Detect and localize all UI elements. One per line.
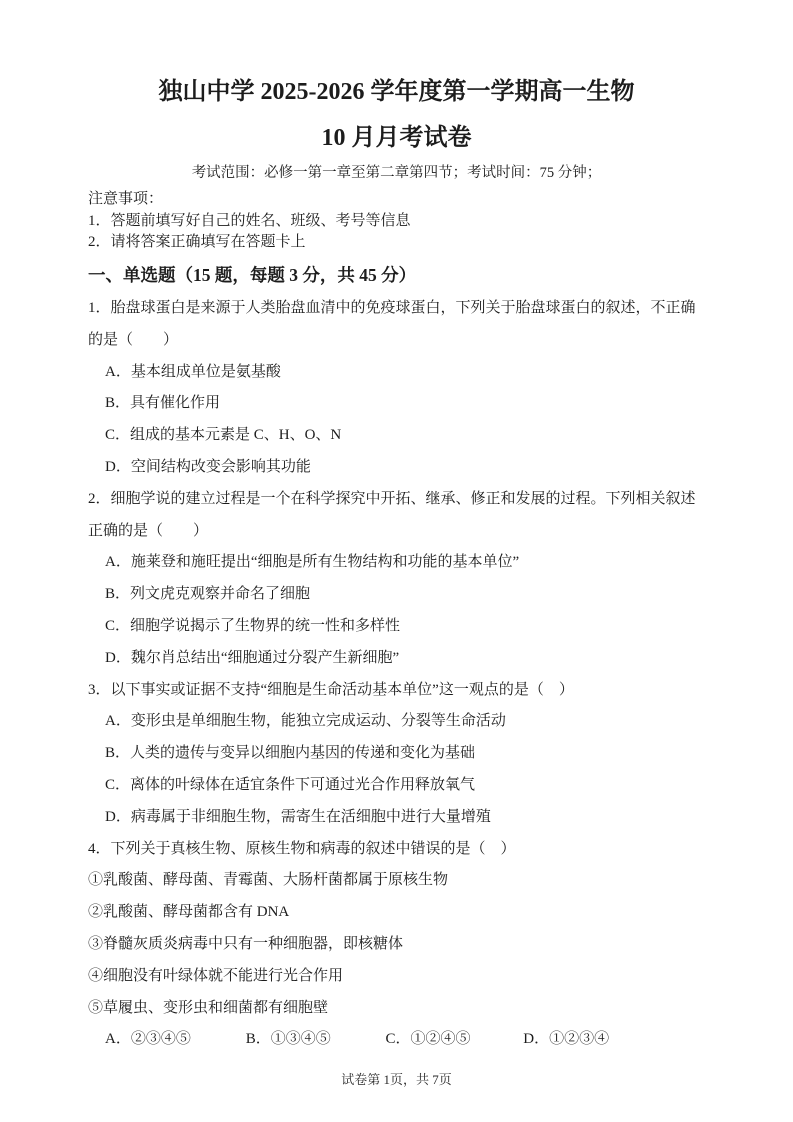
question-1-options (88, 357, 705, 484)
question-2-option-a: A．施莱登和施旺提出“细胞是所有生物结构和功能的基本单位” (105, 554, 520, 571)
question-1-option-c: C．组成的基本元素是 C、H、O、N (105, 427, 342, 444)
question-4-option-a: A．②③④⑤ (105, 1031, 191, 1048)
question-4-options-row (88, 1024, 705, 1056)
question-3-stem: 3．以下事实或证据不支持“细胞是生命活动基本单位”这一观点的是（ ） (88, 681, 574, 698)
question-3-option-c: C．离体的叶绿体在适宜条件下可通过光合作用释放氧气 (105, 777, 476, 794)
question-1 (88, 293, 705, 484)
question-2 (88, 484, 705, 675)
question-3-option-b: B．人类的遗传与变异以细胞内基因的传递和变化为基础 (105, 745, 476, 762)
question-2-stem: 2．细胞学说的建立过程是一个在科学探究中开拓、继承、修正和发展的过程。下列相关叙述正确的是（ ） (88, 490, 696, 539)
question-2-option-b: B．列文虎克观察并命名了细胞 (105, 586, 311, 603)
question-4-statement-3: ③脊髓灰质炎病毒中只有一种细胞器，即核糖体 (88, 936, 404, 953)
question-4-statement-5: ⑤草履虫、变形虫和细菌都有细胞壁 (88, 999, 329, 1016)
question-1-stem: 1．胎盘球蛋白是来源于人类胎盘血清中的免疫球蛋白，下列关于胎盘球蛋白的叙述，不正确的是（ ） (88, 300, 696, 348)
question-4-option-b: B．①③④⑤ (245, 1031, 331, 1048)
question-2-option-d: D．魏尔肖总结出“细胞通过分裂产生新细胞” (105, 649, 400, 666)
question-3-option-d: D．病毒属于非细胞生物，需寄生在活细胞中进行大量增殖 (105, 808, 491, 825)
section-heading-single-choice: 一、单选题（15 题，每题 3 分，共 45 分） (88, 264, 417, 285)
notice-item-2: 2．请将答案正确填写在答题卡上 (88, 234, 306, 251)
question-1-option-b: B．具有催化作用 (105, 395, 221, 412)
question-4-statement-4: ④细胞没有叶绿体就不能进行光合作用 (88, 967, 344, 984)
question-2-options (88, 547, 705, 674)
notice-heading: 注意事项： (88, 190, 164, 207)
notice-item-1: 1．答题前填写好自己的姓名、班级、考号等信息 (88, 212, 411, 229)
question-4-statement-2: ②乳酸菌、酵母菌都含有 DNA (88, 904, 290, 921)
question-3-options (88, 706, 705, 833)
question-1-option-a: A．基本组成单位是氨基酸 (105, 363, 281, 380)
question-4-statement-1: ①乳酸菌、酵母菌、青霉菌、大肠杆菌都属于原核生物 (88, 872, 449, 889)
question-4-option-d: D．①②③④ (523, 1031, 610, 1048)
exam-subtitle: 10 月月考试卷 (321, 124, 472, 151)
exam-scope-info: 考试范围：必修一第一章至第二章第四节；考试时间：75 分钟； (191, 165, 602, 182)
question-4 (88, 834, 705, 1057)
question-1-option-d: D．空间结构改变会影响其功能 (105, 459, 311, 476)
question-3-option-a: A．变形虫是单细胞生物，能独立完成运动、分裂等生命活动 (105, 713, 506, 730)
question-3 (88, 675, 705, 834)
exam-title: 独山中学 2025-2026 学年度第一学期高一生物 (158, 79, 635, 105)
question-2-option-c: C．细胞学说揭示了生物界的统一性和多样性 (105, 618, 401, 635)
page-number-footer: 试卷第 1页，共 7页 (341, 1072, 452, 1087)
question-4-option-c: C．①②④⑤ (385, 1031, 471, 1048)
question-4-stem: 4．下列关于真核生物、原核生物和病毒的叙述中错误的是（ ） (88, 840, 516, 857)
